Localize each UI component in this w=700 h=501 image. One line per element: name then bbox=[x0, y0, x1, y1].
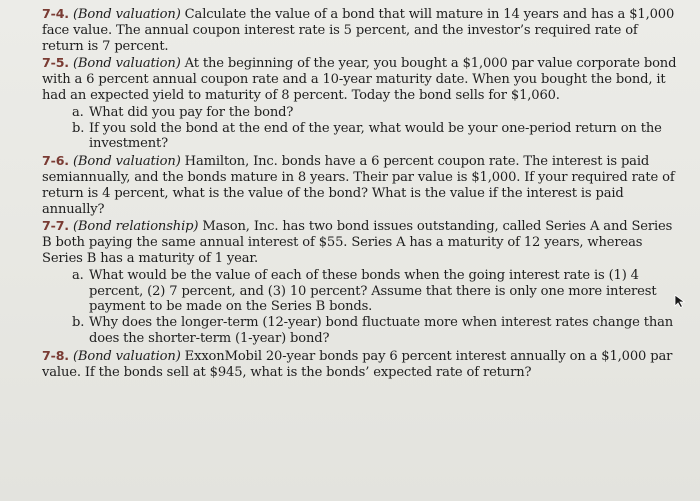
problem-7-7-subquestions bbox=[42, 268, 680, 347]
mouse-pointer-icon bbox=[674, 294, 686, 308]
subquestion-text: What did you pay for the bond? bbox=[89, 104, 294, 120]
problem-number: 7-8. bbox=[42, 347, 69, 363]
problem-number: 7-5. bbox=[42, 55, 69, 71]
subquestion-a bbox=[42, 268, 680, 315]
problem-7-5-subquestions bbox=[42, 105, 680, 152]
problem-text: ExxonMobil 20-year bonds pay 6 percent interest annually on a $1,000 par value. If the bonds sell at $945, what is the bonds’ expected rate of return? bbox=[42, 348, 673, 380]
problem-topic: (Bond valuation) bbox=[72, 56, 181, 72]
problem-7-5 bbox=[42, 55, 680, 103]
problem-text: Mason, Inc. has two bond issues outstanding, called Series A and Series B both paying the same annual interest of $55. Series A has a maturity of 12 years, whereas Series B has a maturity of 1 year. bbox=[42, 219, 673, 266]
problem-number: 7-6. bbox=[42, 153, 69, 169]
subquestion-b bbox=[42, 315, 680, 347]
problem-7-7 bbox=[42, 218, 680, 266]
subquestion-letter: b. bbox=[72, 120, 85, 136]
subquestion-text: If you sold the bond at the end of the year, what would be your one-period return on the investment? bbox=[89, 120, 662, 152]
problem-topic: (Bond valuation) bbox=[72, 154, 181, 170]
subquestion-letter: a. bbox=[72, 104, 84, 120]
subquestion-b bbox=[42, 121, 680, 153]
problem-topic: (Bond valuation) bbox=[72, 7, 181, 22]
problem-number: 7-4. bbox=[42, 6, 69, 21]
problem-text: Hamilton, Inc. bonds have a 6 percent coupon rate. The interest is paid semiannually, and the bonds mature in 8 years. Their par value is $1,000. If your required rate of return is 4 percent, what is the value of the bond? What is the value if the interest is paid annually? bbox=[42, 154, 675, 217]
problem-number: 7-7. bbox=[42, 218, 69, 234]
problem-7-6 bbox=[42, 153, 680, 217]
problem-text: Calculate the value of a bond that will mature in 14 years and has a $1,000 face value. The annual coupon interest rate is 5 percent, and the investor’s required rate of return is 7 percent. bbox=[42, 7, 675, 54]
problem-topic: (Bond relationship) bbox=[72, 219, 199, 235]
subquestion-letter: a. bbox=[72, 267, 84, 283]
problem-topic: (Bond valuation) bbox=[72, 348, 181, 364]
subquestion-letter: b. bbox=[72, 315, 85, 331]
subquestion-text: What would be the value of each of these bonds when the going interest rate is (1) 4 percent, (2) 7 percent, and (3) 10 percent? Assume that there is only one more interest payment to be made on the Series B bonds. bbox=[89, 267, 657, 315]
problem-7-4 bbox=[42, 6, 680, 54]
problem-text: At the beginning of the year, you bought a $1,000 par value corporate bond with a 6 percent annual coupon rate and a 10-year maturity date. When you bought the bond, it had an expected yield to maturity of 8 percent. Today the bond sells for $1,060. bbox=[42, 56, 677, 103]
subquestion-text: Why does the longer-term (12-year) bond fluctuate more when interest rates change than does the shorter-term (1-year) bond? bbox=[89, 315, 674, 346]
problem-7-8 bbox=[42, 348, 680, 381]
subquestion-a bbox=[42, 105, 680, 121]
